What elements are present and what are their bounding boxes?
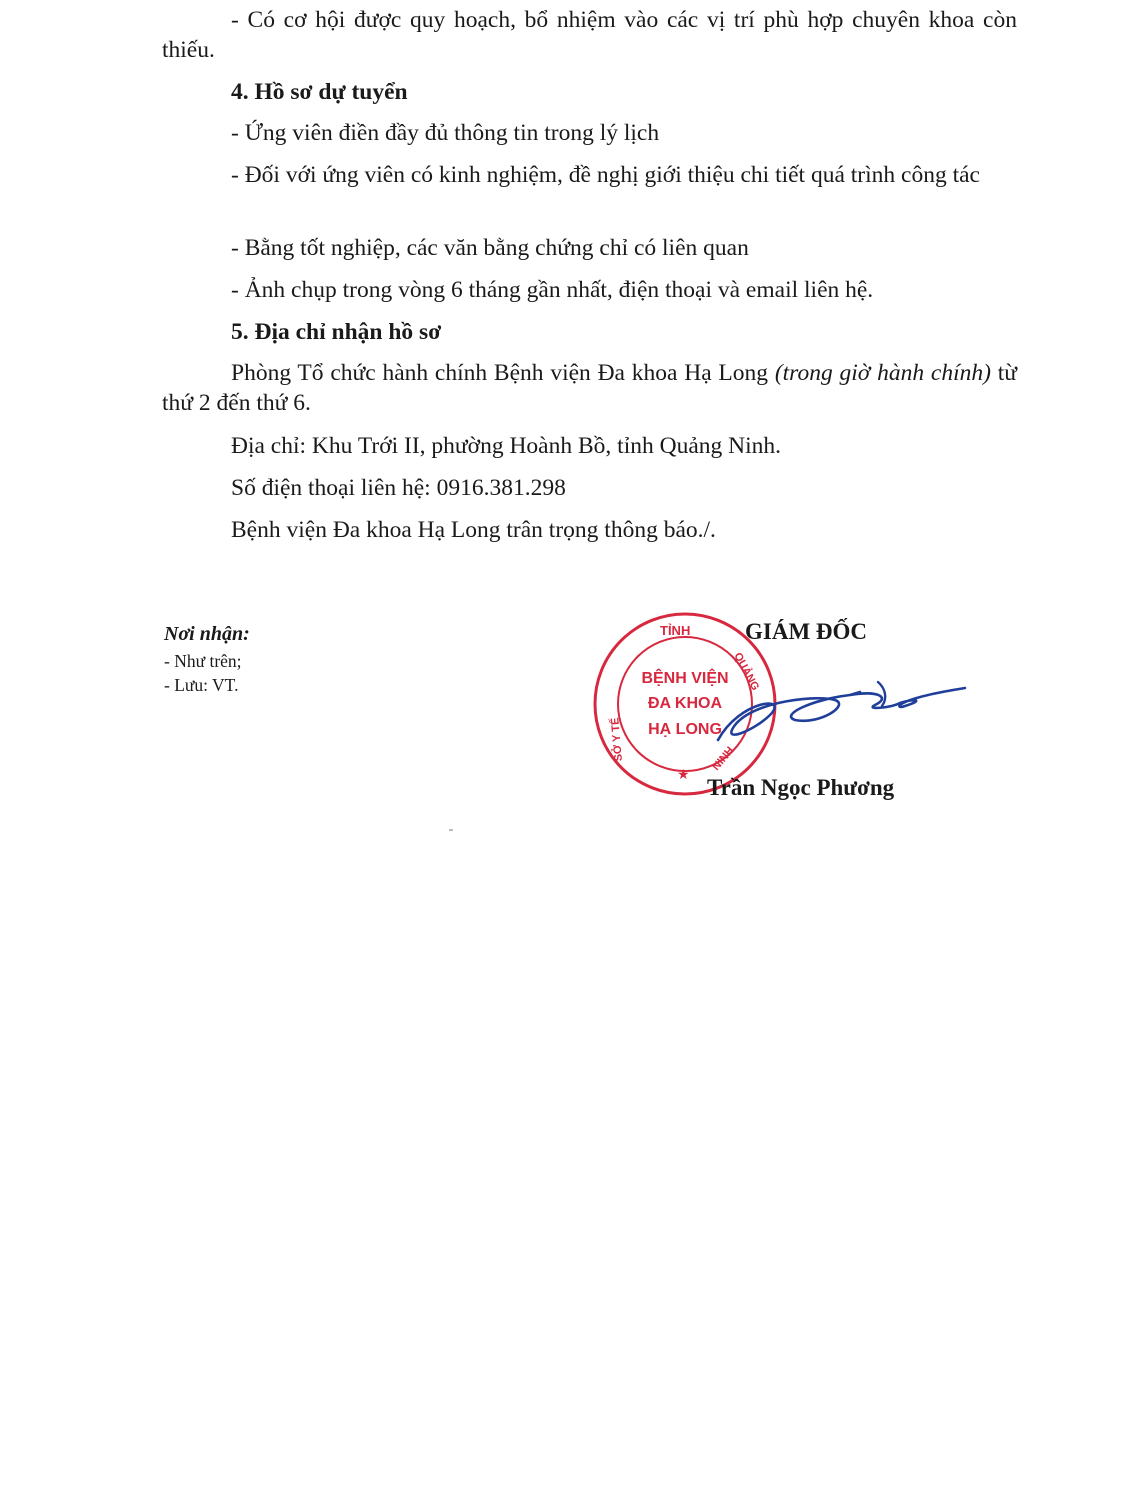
- stamp-ring-bottom-right: NINH: [710, 744, 737, 773]
- requirement-item-4: - Ảnh chụp trong vòng 6 tháng gần nhất, điện thoại và email liên hệ.: [231, 277, 874, 303]
- requirement-item-3: - Bằng tốt nghiệp, các văn bằng chứng chỉ có liên quan: [231, 235, 749, 261]
- phone-line: Số điện thoại liên hệ: 0916.381.298: [231, 475, 566, 501]
- stamp-ring-right: QUẢNG: [731, 650, 762, 693]
- office-paragraph: [162, 358, 1017, 418]
- recipients-title: Nơi nhận:: [164, 623, 250, 645]
- office-days: từ thứ 2 đến thứ 6.: [162, 360, 1017, 416]
- stamp-ring-top: TỈNH: [660, 623, 691, 638]
- office-text: Phòng Tổ chức hành chính Bệnh viện Đa khoa Hạ Long: [231, 360, 775, 386]
- scan-speck: [449, 829, 453, 831]
- requirement-item-1: - Ứng viên điền đầy đủ thông tin trong lý lịch: [231, 120, 660, 146]
- section-4-heading: 4. Hồ sơ dự tuyển: [231, 79, 408, 105]
- stamp-ring-left: SỞ Y TẾ: [609, 717, 625, 762]
- stamp-line-1: BỆNH VIỆN: [641, 670, 729, 687]
- benefit-paragraph: - Có cơ hội được quy hoạch, bổ nhiệm vào các vị trí phù hợp chuyên khoa còn thiếu.: [162, 7, 1017, 63]
- recipient-item-1: - Như trên;: [164, 651, 242, 671]
- director-name: Trần Ngọc Phương: [707, 775, 895, 800]
- stamp-line-3: HẠ LONG: [648, 721, 722, 738]
- stamp-line-2: ĐA KHOA: [647, 695, 723, 712]
- handwritten-signature: [700, 670, 970, 750]
- recipient-item-2: - Lưu: VT.: [164, 675, 239, 695]
- address-line: Địa chỉ: Khu Trới II, phường Hoành Bồ, tỉnh Quảng Ninh.: [231, 433, 782, 459]
- office-hours-note: (trong giờ hành chính): [774, 360, 991, 386]
- closing-line: Bệnh viện Đa khoa Hạ Long trân trọng thông báo./.: [231, 517, 716, 543]
- director-title: GIÁM ĐỐC: [745, 619, 868, 644]
- section-5-heading: 5. Địa chỉ nhận hồ sơ: [231, 319, 442, 345]
- requirement-item-2: - Đối với ứng viên có kinh nghiệm, đề nghị giới thiệu chi tiết quá trình công tác: [231, 162, 980, 188]
- stamp-star: ★: [677, 766, 690, 782]
